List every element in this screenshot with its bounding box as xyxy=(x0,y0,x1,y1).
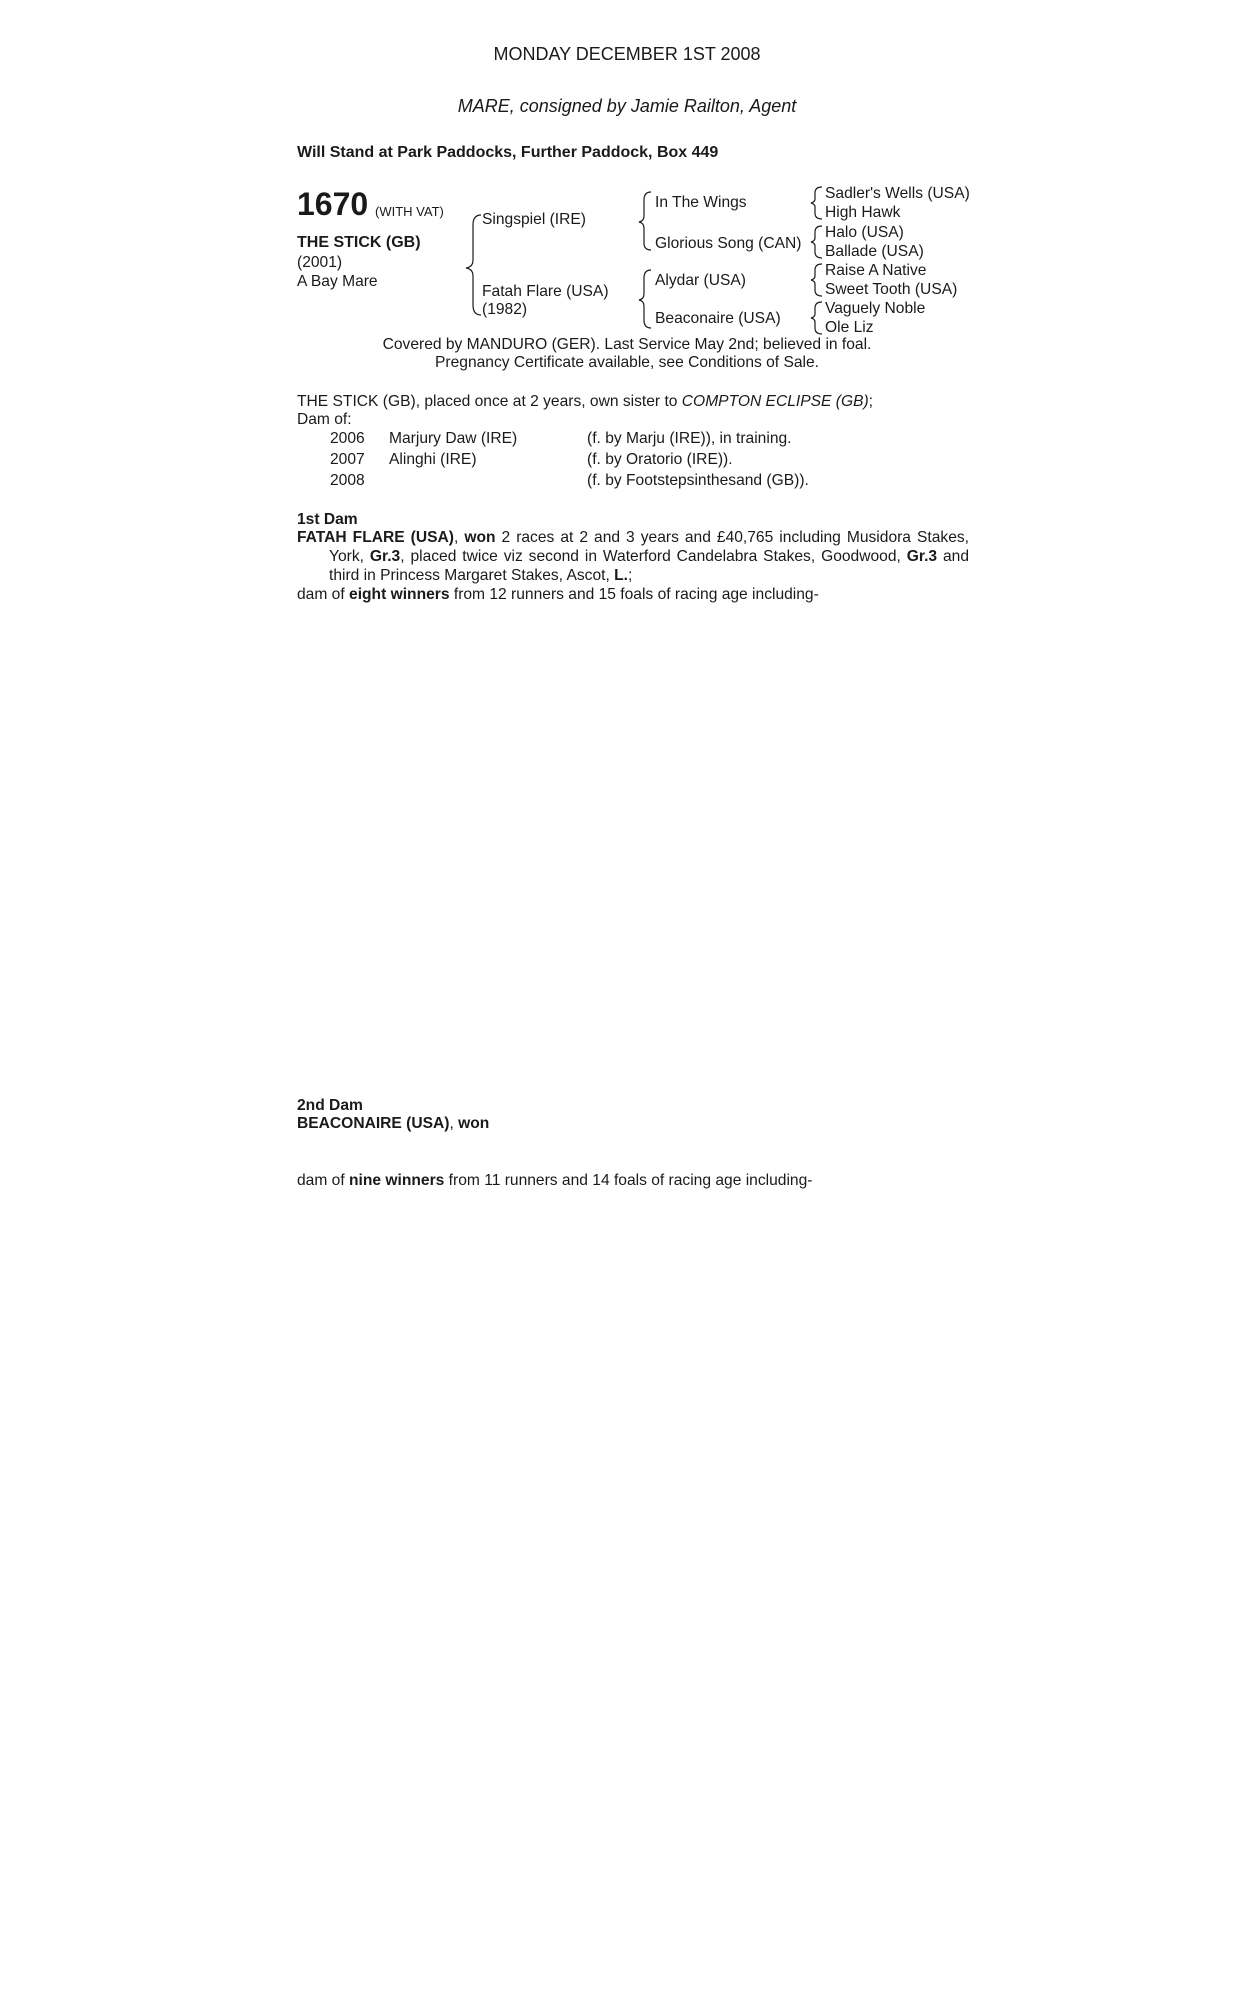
pedigree-dam-year: (1982) xyxy=(482,301,528,318)
brace-main xyxy=(466,215,481,315)
text: from 11 runners and 14 foals of racing age including- xyxy=(444,1172,813,1189)
pedigree-gen3: Halo (USA) xyxy=(825,224,904,241)
text: dam of xyxy=(297,586,350,603)
lot-vat-note: (WITH VAT) xyxy=(375,204,444,219)
winners-count: eight winners xyxy=(349,586,450,603)
won-label: won xyxy=(458,1115,490,1132)
second-dam-name: BEACONAIRE (USA) xyxy=(297,1115,450,1132)
pedigree-dam-dam: Beaconaire (USA) xyxy=(655,310,781,327)
pedigree-gen3: Raise A Native xyxy=(825,262,927,279)
second-dam-summary xyxy=(297,1171,812,1190)
first-dam-summary xyxy=(297,585,819,604)
first-dam-heading: 1st Dam xyxy=(297,511,358,528)
pedigree-gen3: Ballade (USA) xyxy=(825,243,924,260)
pedigree-gen3: Sadler's Wells (USA) xyxy=(825,185,970,202)
covering-line-2: Pregnancy Certificate available, see Conditions of Sale. xyxy=(435,354,819,371)
text: dam of xyxy=(297,1172,350,1189)
pedigree-dam: Fatah Flare (USA) xyxy=(482,283,609,300)
pedigree-sire-sire: In The Wings xyxy=(655,194,747,211)
first-dam-paragraph: FATAH FLARE (USA), won 2 races at 2 and 3 years and £40,765 including Musidora Stakes, York, Gr.3, placed twice viz second in Waterford Candelabra Stakes, Goodwood, Gr.3 and third in Princess Margaret Stakes, Ascot, L.; xyxy=(297,529,970,584)
stand-location: Will Stand at Park Paddocks, Further Paddock, Box 449 xyxy=(297,144,719,161)
brace-g3 xyxy=(811,264,822,296)
pedigree-gen3: High Hawk xyxy=(825,204,901,221)
dam-of-label: Dam of: xyxy=(297,411,352,428)
text: from 12 runners and 15 foals of racing age including- xyxy=(449,586,819,603)
brace-dam xyxy=(639,270,651,328)
grade: L. xyxy=(614,567,628,584)
produce-note: (f. by Footstepsinthesand (GB)). xyxy=(587,472,809,489)
won-label: won xyxy=(464,529,496,546)
lot-number: 1670 xyxy=(297,186,369,222)
second-dam-heading: 2nd Dam xyxy=(297,1097,363,1114)
horse-year: (2001) xyxy=(297,254,343,271)
grade: Gr.3 xyxy=(369,548,401,565)
second-dam-name-line: BEACONAIRE (USA), won xyxy=(297,1115,490,1132)
text: and third in Princess Margaret Stakes, Ascot, xyxy=(329,548,970,584)
page-title: MONDAY DECEMBER 1ST 2008 xyxy=(493,44,761,64)
produce-year: 2008 xyxy=(330,472,365,489)
brace-sire xyxy=(639,192,651,250)
horse-description: A Bay Mare xyxy=(297,273,378,290)
brace-g1 xyxy=(811,187,822,219)
consignment-line: MARE, consigned by Jamie Railton, Agent xyxy=(457,96,797,116)
covering-line-1: Covered by MANDURO (GER). Last Service May 2nd; believed in foal. xyxy=(382,336,872,353)
produce-year: 2006 xyxy=(330,430,365,447)
grade: Gr.3 xyxy=(906,548,938,565)
intro-text: THE STICK (GB), placed once at 2 years, own sister to xyxy=(297,393,682,410)
produce-note: (f. by Oratorio (IRE)). xyxy=(587,451,733,468)
pedigree-sire-dam: Glorious Song (CAN) xyxy=(655,235,802,252)
first-dam-name: FATAH FLARE (USA) xyxy=(297,529,454,546)
text: , placed twice viz second in Waterford Candelabra Stakes, Goodwood, xyxy=(400,548,907,565)
pedigree-dam-sire: Alydar (USA) xyxy=(655,272,746,289)
text: 2 races at 2 and 3 years and £40,765 including Musidora Stakes, York, xyxy=(329,529,969,565)
intro-punct: ; xyxy=(868,393,874,410)
produce-name: Alinghi (IRE) xyxy=(389,451,477,468)
produce-year: 2007 xyxy=(330,451,365,468)
pedigree-gen3: Ole Liz xyxy=(825,319,874,336)
produce-note: (f. by Marju (IRE)), in training. xyxy=(587,430,792,447)
horse-name: THE STICK (GB) xyxy=(297,234,421,251)
pedigree-gen3: Sweet Tooth (USA) xyxy=(825,281,958,298)
intro-sister-name: COMPTON ECLIPSE (GB) xyxy=(681,393,869,410)
text: ; xyxy=(628,567,633,584)
brace-g2 xyxy=(811,226,822,258)
winners-count: nine winners xyxy=(349,1172,445,1189)
pedigree-sire: Singspiel (IRE) xyxy=(482,211,586,228)
pedigree-gen3: Vaguely Noble xyxy=(825,300,926,317)
intro-line xyxy=(297,392,873,411)
produce-name: Marjury Daw (IRE) xyxy=(389,430,518,447)
brace-g4 xyxy=(811,302,822,334)
